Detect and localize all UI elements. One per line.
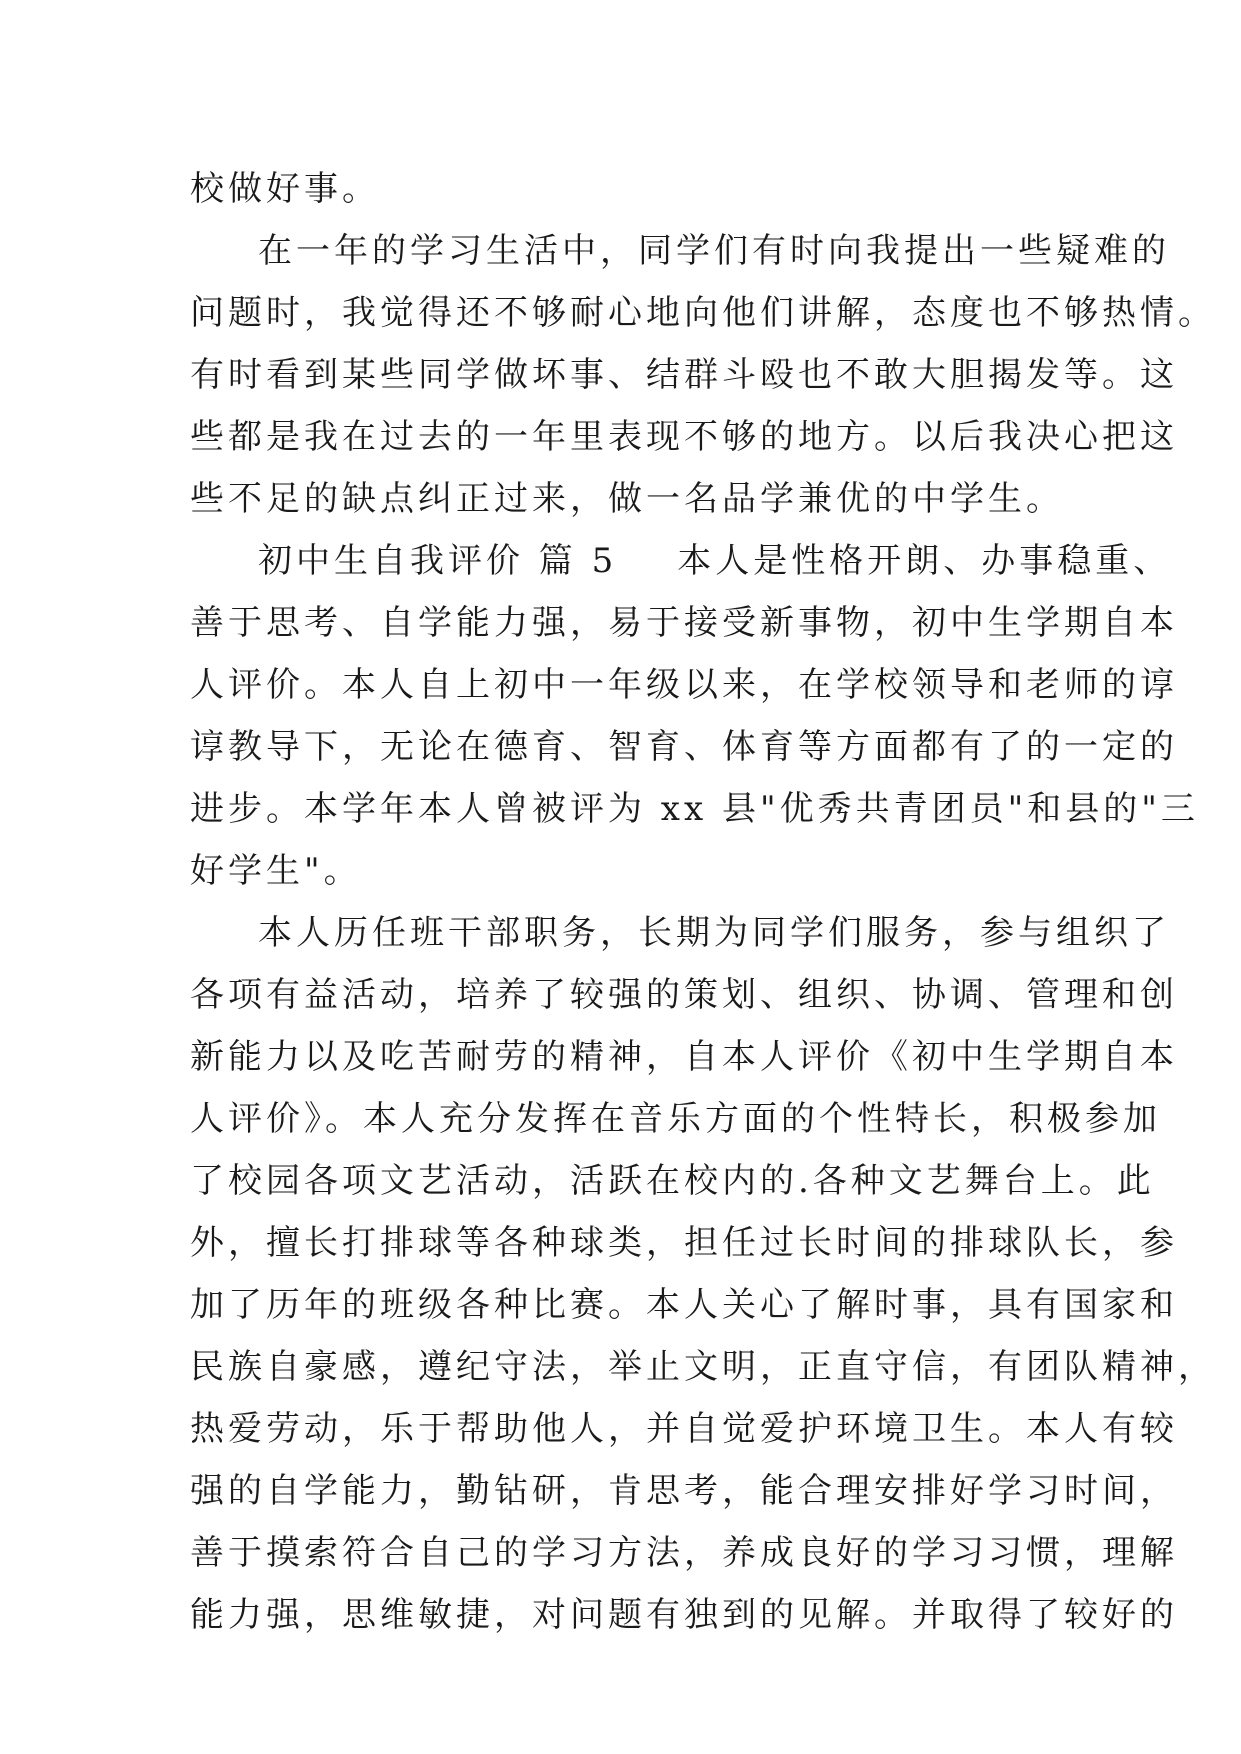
text-line: 人评价》。本人充分发挥在音乐方面的个性特长，积极参加 [190, 1099, 1161, 1139]
text-line: 能力强，思维敏捷，对问题有独到的见解。并取得了较好的 [190, 1595, 1178, 1635]
text-line: 各项有益活动，培养了较强的策划、组织、协调、管理和创 [190, 975, 1178, 1015]
paragraph-start-line: 本人历任班干部职务，长期为同学们服务，参与组织了 [258, 913, 1170, 953]
text-line: 人评价。本人自上初中一年级以来，在学校领导和老师的谆 [190, 665, 1178, 705]
text-line: 些都是我在过去的一年里表现不够的地方。以后我决心把这 [190, 417, 1178, 457]
text-line: 新能力以及吃苦耐劳的精神，自本人评价《初中生学期自本 [190, 1037, 1178, 1077]
text-line: 校做好事。 [190, 169, 380, 209]
text-line: 好学生"。 [190, 851, 362, 891]
text-line: 外，擅长打排球等各种球类，担任过长时间的排球队长，参 [190, 1223, 1178, 1263]
text-line: 有时看到某些同学做坏事、结群斗殴也不敢大胆揭发等。这 [190, 355, 1178, 395]
text-line: 加了历年的班级各种比赛。本人关心了解时事，具有国家和 [190, 1285, 1178, 1325]
text-line: 谆教导下，无论在德育、智育、体育等方面都有了的一定的 [190, 727, 1178, 767]
text-line: 进步。本学年本人曾被评为 xx 县"优秀共青团员"和县的"三 [190, 789, 1199, 829]
text-line: 问题时，我觉得还不够耐心地向他们讲解，态度也不够热情。 [190, 293, 1216, 333]
text-line: 热爱劳动，乐于帮助他人，并自觉爱护环境卫生。本人有较 [190, 1409, 1178, 1449]
text-line: 善于摸索符合自己的学习方法，养成良好的学习习惯，理解 [190, 1533, 1178, 1573]
text-line: 些不足的缺点纠正过来，做一名品学兼优的中学生。 [190, 479, 1064, 519]
document-body [190, 158, 1216, 1646]
text-line: 强的自学能力，勤钻研，肯思考，能合理安排好学习时间， [190, 1471, 1178, 1511]
text-line: 了校园各项文艺活动，活跃在校内的.各种文艺舞台上。此 [190, 1161, 1155, 1201]
section-heading-line [190, 530, 1172, 592]
section-first-sentence: 本人是性格开朗、办事稳重、 [677, 541, 1172, 581]
section-heading: 初中生自我评价 篇 5 [258, 541, 618, 581]
text-line: 民族自豪感，遵纪守法，举止文明，正直守信，有团队精神， [190, 1347, 1216, 1387]
paragraph-start-line: 在一年的学习生活中，同学们有时向我提出一些疑难的 [258, 231, 1170, 271]
text-line: 善于思考、自学能力强，易于接受新事物，初中生学期自本 [190, 603, 1178, 643]
